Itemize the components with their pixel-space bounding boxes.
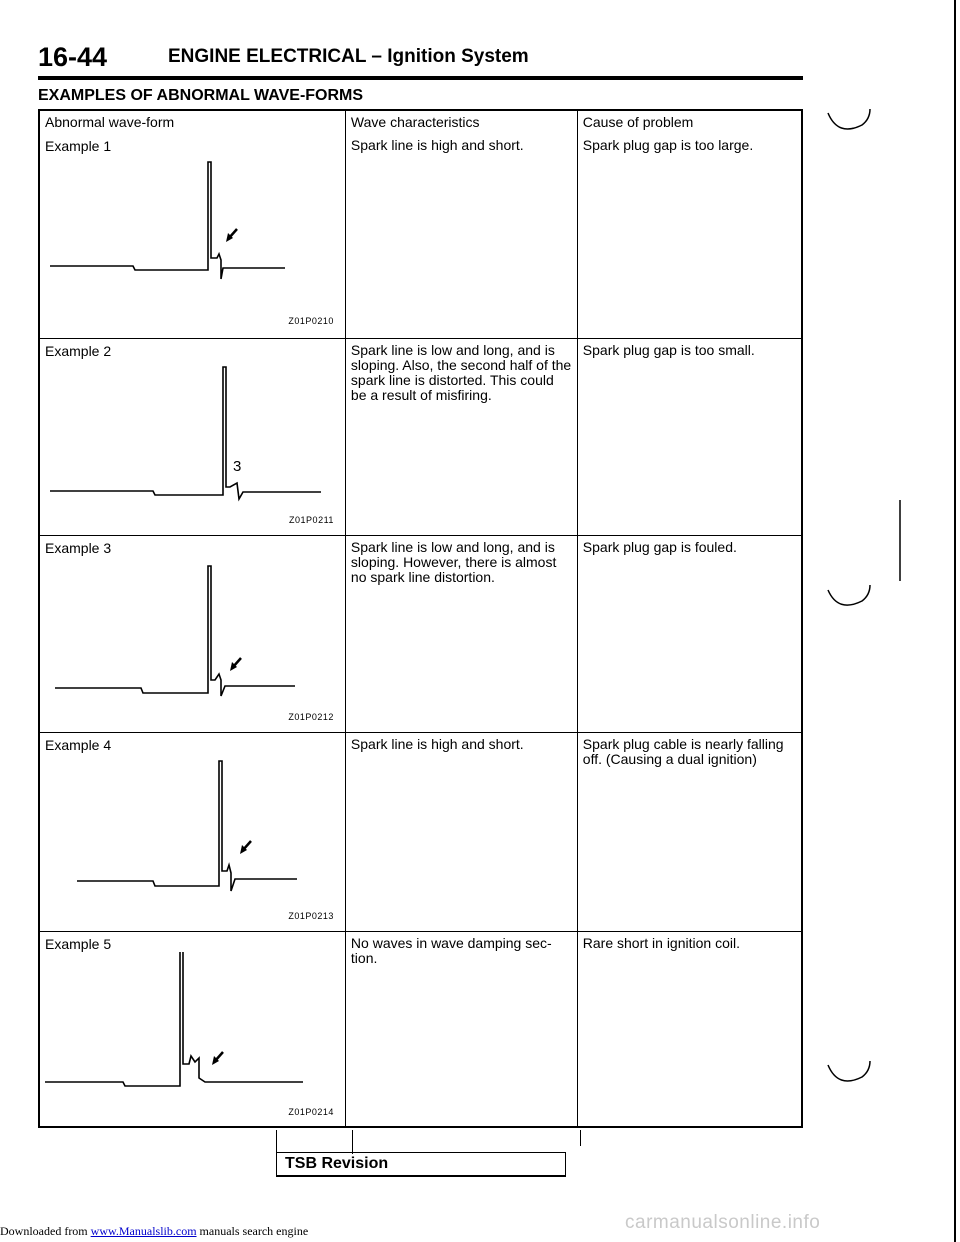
divider <box>276 1130 277 1154</box>
wave-characteristics: Spark line is high and short. <box>350 735 524 752</box>
waveform-cell <box>39 732 345 931</box>
table-row <box>39 535 802 732</box>
cause-of-problem: Spark plug gap is too large. <box>582 137 754 153</box>
manualslib-link[interactable]: www.Manualslib.com <box>90 1224 197 1238</box>
waveform-cell <box>39 338 345 535</box>
characteristics-cell <box>345 338 577 535</box>
waveform-diagram <box>45 556 335 716</box>
cause-of-problem: Rare short in ignition coil. <box>582 934 740 951</box>
figure-code: Z01P0213 <box>288 910 334 921</box>
characteristics-cell <box>345 732 577 931</box>
cause-cell <box>577 134 802 338</box>
footer <box>0 1224 308 1239</box>
waveform-cell <box>39 134 345 338</box>
header-characteristics: Wave characteristics <box>345 110 577 134</box>
waveform-cell <box>39 931 345 1127</box>
footer-prefix: Downloaded from <box>0 1224 91 1238</box>
cause-of-problem: Spark plug gap is too small. <box>582 341 755 358</box>
divider <box>580 1130 581 1146</box>
page-title: ENGINE ELECTRICAL – Ignition System <box>168 46 529 67</box>
characteristics-cell <box>345 931 577 1127</box>
table-header-row <box>39 110 802 134</box>
wave-characteristics: No waves in wave damping sec-tion. <box>350 934 552 966</box>
example-label: Example 2 <box>45 342 112 359</box>
tsb-revision-box <box>270 1130 564 1176</box>
example-label: Example 4 <box>45 736 112 753</box>
waveform-figure <box>45 359 340 525</box>
waveform-figure <box>45 154 340 326</box>
example-label: Example 3 <box>45 539 112 556</box>
characteristics-cell <box>345 134 577 338</box>
wave-characteristics: Spark line is low and long, and is sloping. Also, the second half of the spark line is distorted. This could be a result of misfiring. <box>350 341 572 403</box>
waveform-diagram <box>45 753 335 913</box>
figure-mark: 3 <box>233 457 242 475</box>
figure-code: Z01P0210 <box>288 316 334 326</box>
page-header <box>38 40 803 80</box>
cause-cell <box>577 931 802 1127</box>
waveform-figure <box>45 556 340 722</box>
characteristics-cell <box>345 535 577 732</box>
cause-cell <box>577 338 802 535</box>
page-number: 16-44 <box>38 42 108 72</box>
binding-marks <box>820 105 960 1105</box>
arrow-icon <box>212 1052 223 1065</box>
cause-cell <box>577 535 802 732</box>
waveform-figure <box>45 753 340 921</box>
waveform-diagram <box>45 359 335 519</box>
table-row <box>39 931 802 1127</box>
section-title: EXAMPLES OF ABNORMAL WAVE-FORMS <box>38 87 364 104</box>
footer-suffix: manuals search engine <box>196 1224 309 1238</box>
page-edge <box>954 0 956 1242</box>
tsb-revision-label: TSB Revision <box>276 1152 566 1177</box>
table-row <box>39 338 802 535</box>
arrow-icon <box>230 658 241 671</box>
waveform-table <box>38 109 803 1128</box>
wave-characteristics: Spark line is high and short. <box>350 137 524 153</box>
watermark: carmanualsonline.info <box>625 1212 821 1233</box>
arrow-icon <box>240 841 251 854</box>
waveform-cell <box>39 535 345 732</box>
table-row <box>39 134 802 338</box>
header-cause: Cause of problem <box>577 110 802 134</box>
example-label: Example 1 <box>45 138 112 154</box>
figure-code: Z01P0214 <box>288 1106 334 1117</box>
arrow-icon <box>226 229 237 242</box>
example-label: Example 5 <box>45 935 112 952</box>
waveform-diagram <box>45 154 335 314</box>
table-row <box>39 732 802 931</box>
divider <box>352 1130 353 1154</box>
header-waveform: Abnormal wave-form <box>39 110 345 134</box>
cause-of-problem: Spark plug gap is fouled. <box>582 538 737 555</box>
wave-characteristics: Spark line is low and long, and is sloping. However, there is almost no spark line distortion. <box>350 538 557 585</box>
waveform-figure <box>45 952 340 1117</box>
figure-code: Z01P0211 <box>289 514 334 525</box>
cause-of-problem: Spark plug cable is nearly falling off. (Causing a dual ignition) <box>582 735 784 767</box>
figure-code: Z01P0212 <box>288 711 334 722</box>
cause-cell <box>577 732 802 931</box>
waveform-diagram <box>45 952 335 1112</box>
